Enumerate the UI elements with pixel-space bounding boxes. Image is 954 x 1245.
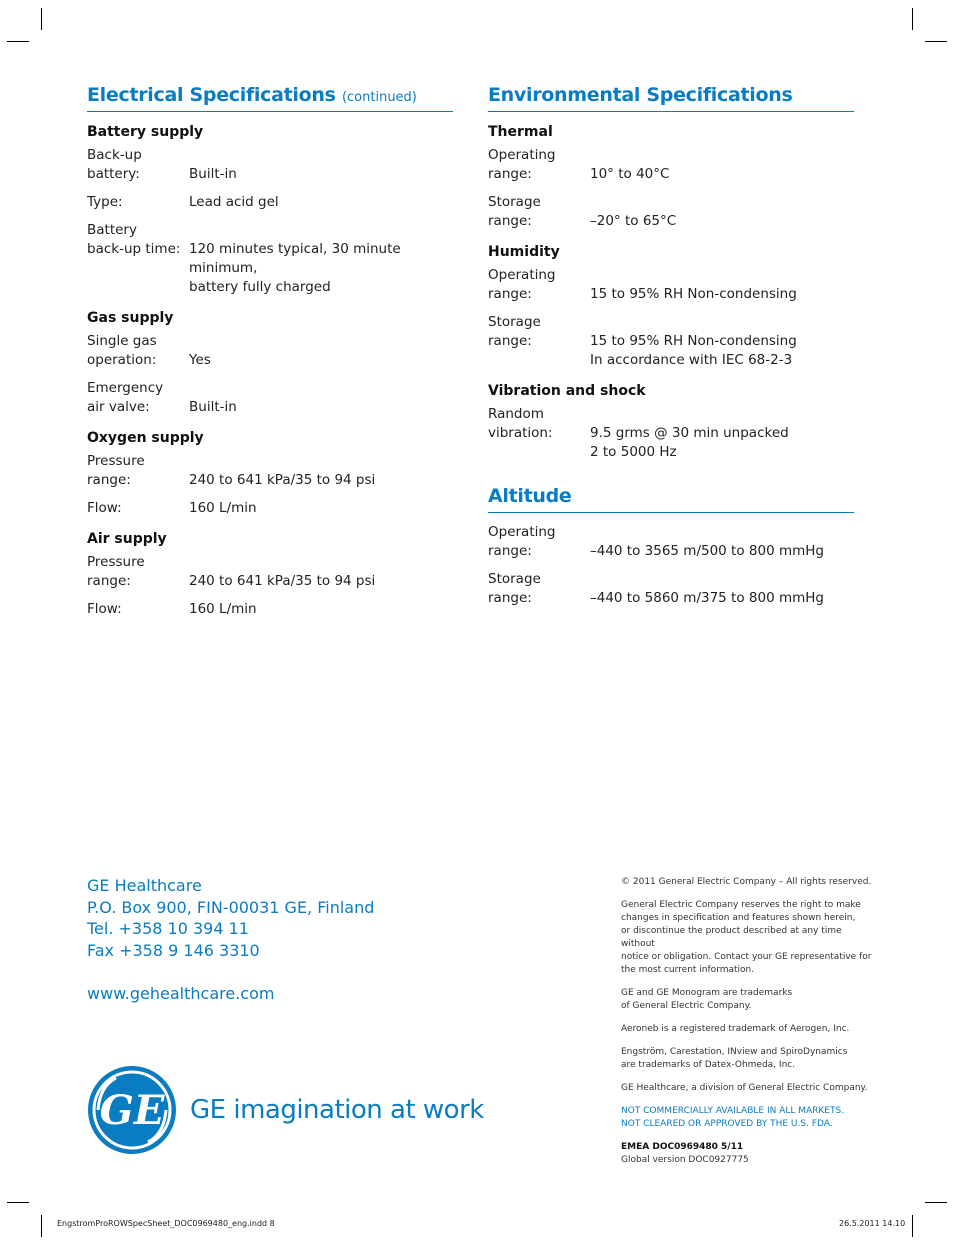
spec-row	[87, 379, 453, 417]
environmental-column	[488, 84, 854, 617]
file-slug: EngstromProROWSpecSheet_DOC0969480_eng.indd 8	[57, 1219, 275, 1228]
label-line: range:	[488, 333, 532, 349]
address: P.O. Box 900, FIN-00031 GE, Finland	[87, 897, 375, 917]
crop-mark	[925, 41, 947, 42]
division-notice: GE Healthcare, a division of General Electric Company.	[621, 1083, 868, 1093]
altitude-section	[488, 523, 854, 608]
label-line: Back-up	[87, 147, 142, 163]
spec-row	[488, 523, 854, 561]
legal-line: notice or obligation. Contact your GE representative for	[621, 952, 872, 962]
value-line: –20° to 65°C	[590, 213, 677, 229]
label-line: battery:	[87, 166, 140, 182]
air-section	[87, 527, 453, 619]
trademark-engstrom	[621, 1046, 873, 1072]
value-line: –440 to 3565 m/500 to 800 mmHg	[590, 543, 824, 559]
company-name: GE Healthcare	[87, 876, 202, 895]
label-line: operation:	[87, 352, 157, 368]
crop-mark	[925, 1202, 947, 1203]
spec-row	[87, 332, 453, 370]
label-line: Pressure	[87, 554, 145, 570]
electrical-title-text: Electrical Specifications	[87, 84, 336, 106]
value-line: Yes	[189, 352, 211, 368]
crop-mark	[7, 41, 29, 42]
spec-label: Flow:	[87, 500, 122, 516]
label-line: Storage	[488, 314, 541, 330]
date-slug: 26.5.2011 14.10	[839, 1219, 906, 1228]
label-line: air valve:	[87, 399, 150, 415]
label-line: Storage	[488, 571, 541, 587]
spec-row	[87, 221, 453, 297]
contact-block	[87, 875, 374, 1005]
copyright: © 2011 General Electric Company – All rights reserved.	[621, 877, 872, 887]
legal-line: are trademarks of Datex-Ohmeda, Inc.	[621, 1060, 796, 1070]
tagline: GE imagination at work	[190, 1095, 484, 1125]
legal-line: of General Electric Company.	[621, 1001, 752, 1011]
spec-label	[87, 332, 189, 370]
spec-row	[87, 553, 453, 591]
spec-value	[590, 570, 854, 608]
fax: Fax +358 9 146 3310	[87, 941, 260, 961]
thermal-section	[488, 120, 854, 231]
continued-label: (continued)	[341, 90, 417, 105]
legal-line: GE and GE Monogram are trademarks	[621, 988, 793, 998]
spec-label	[488, 146, 590, 184]
label-line: range:	[488, 166, 532, 182]
spec-row	[488, 405, 854, 462]
electrical-column	[87, 84, 453, 628]
spec-value	[590, 405, 854, 462]
value-line: battery fully charged	[189, 279, 331, 295]
label-line: range:	[488, 213, 532, 229]
spec-value	[590, 313, 854, 370]
spec-label	[488, 405, 590, 462]
monogram-text: GE	[99, 1087, 165, 1134]
spec-row	[488, 193, 854, 231]
label-line: vibration:	[488, 425, 553, 441]
spec-value	[590, 523, 854, 561]
label-line: range:	[87, 573, 131, 589]
spec-value: Lead acid gel	[189, 194, 279, 210]
label-line: Operating	[488, 524, 556, 540]
spec-label	[87, 553, 189, 591]
label-line: Single gas	[87, 333, 157, 349]
spec-row	[87, 452, 453, 490]
battery-heading: Battery supply	[87, 124, 204, 140]
label-line: Storage	[488, 194, 541, 210]
label-line: Operating	[488, 147, 556, 163]
spec-label	[488, 313, 590, 370]
spec-value	[189, 553, 453, 591]
vibration-section	[488, 379, 854, 462]
value-line: Built-in	[189, 399, 237, 415]
spec-label	[488, 570, 590, 608]
spec-label: Type:	[87, 194, 123, 210]
legal-block	[621, 876, 873, 1177]
spec-value	[189, 146, 453, 184]
spec-row	[488, 570, 854, 608]
air-heading: Air supply	[87, 531, 167, 547]
spec-value: 160 L/min	[189, 500, 257, 516]
label-line: range:	[488, 543, 532, 559]
label-line: Random	[488, 406, 544, 422]
value-line: 15 to 95% RH Non-condensing	[590, 333, 797, 349]
humidity-section	[488, 240, 854, 370]
spec-label	[87, 379, 189, 417]
trademark-ge	[621, 987, 873, 1013]
spec-value	[189, 221, 453, 297]
legal-line: or discontinue the product described at any time without	[621, 926, 842, 949]
gas-section	[87, 306, 453, 417]
legal-line: NOT COMMERCIALLY AVAILABLE IN ALL MARKETS.	[621, 1106, 845, 1116]
global-version: Global version DOC0927775	[621, 1155, 749, 1165]
spec-row	[488, 146, 854, 184]
spec-value	[590, 266, 854, 304]
trademark-aeroneb: Aeroneb is a registered trademark of Aerogen, Inc.	[621, 1024, 850, 1034]
battery-section	[87, 120, 453, 297]
label-line: Operating	[488, 267, 556, 283]
telephone: Tel. +358 10 394 11	[87, 919, 249, 939]
environmental-title: Environmental Specifications	[488, 84, 854, 112]
legal-line: changes in specification and features shown herein,	[621, 913, 856, 923]
legal-line: NOT CLEARED OR APPROVED BY THE U.S. FDA.	[621, 1119, 833, 1129]
doc-number: EMEA DOC0969480 5/11	[621, 1142, 744, 1152]
spec-value	[590, 146, 854, 184]
spec-label	[87, 146, 189, 184]
thermal-heading: Thermal	[488, 124, 553, 140]
label-line: back-up time:	[87, 241, 181, 257]
crop-mark	[41, 8, 42, 30]
gas-heading: Gas supply	[87, 310, 174, 326]
document-id	[621, 1141, 873, 1167]
spec-row	[87, 499, 453, 518]
spec-label	[87, 221, 189, 297]
value-line: 2 to 5000 Hz	[590, 444, 677, 460]
value-line: 120 minutes typical, 30 minute minimum,	[189, 241, 401, 276]
reserve-notice	[621, 899, 873, 977]
spec-row	[87, 600, 453, 619]
electrical-title	[87, 84, 453, 112]
crop-mark	[7, 1202, 29, 1203]
spec-row	[87, 146, 453, 184]
label-line: Emergency	[87, 380, 164, 396]
label-line: Pressure	[87, 453, 145, 469]
spec-label	[488, 193, 590, 231]
spec-row	[488, 266, 854, 304]
value-line: 240 to 641 kPa/35 to 94 psi	[189, 472, 376, 488]
value-line: Built-in	[189, 166, 237, 182]
value-line: 9.5 grms @ 30 min unpacked	[590, 425, 789, 441]
ge-monogram-icon	[86, 1064, 178, 1156]
value-line: 15 to 95% RH Non-condensing	[590, 286, 797, 302]
spec-label	[488, 523, 590, 561]
label-line: range:	[488, 590, 532, 606]
crop-mark	[912, 8, 913, 30]
spec-label	[87, 452, 189, 490]
oxygen-heading: Oxygen supply	[87, 430, 204, 446]
spec-label	[488, 266, 590, 304]
spec-row	[87, 193, 453, 212]
brand-logo	[86, 1064, 484, 1156]
crop-mark	[912, 1215, 913, 1237]
legal-line: the most current information.	[621, 965, 755, 975]
value-line: 10° to 40°C	[590, 166, 670, 182]
label-line: Battery	[87, 222, 137, 238]
label-line: range:	[87, 472, 131, 488]
value-line: 240 to 641 kPa/35 to 94 psi	[189, 573, 376, 589]
spec-value	[189, 379, 453, 417]
oxygen-section	[87, 426, 453, 518]
spec-value	[189, 452, 453, 490]
label-line: range:	[488, 286, 532, 302]
crop-mark	[41, 1215, 42, 1237]
legal-line: Engström, Carestation, INview and SpiroDynamics	[621, 1047, 848, 1057]
spec-value	[189, 332, 453, 370]
altitude-title: Altitude	[488, 485, 854, 513]
spec-value	[590, 193, 854, 231]
regulatory-notice	[621, 1105, 873, 1131]
legal-line: General Electric Company reserves the right to make	[621, 900, 861, 910]
website-link[interactable]: www.gehealthcare.com	[87, 983, 275, 1003]
spec-row	[488, 313, 854, 370]
spec-label: Flow:	[87, 601, 122, 617]
value-line: –440 to 5860 m/375 to 800 mmHg	[590, 590, 824, 606]
value-line: In accordance with IEC 68-2-3	[590, 352, 793, 368]
vibration-heading: Vibration and shock	[488, 383, 646, 399]
humidity-heading: Humidity	[488, 244, 560, 260]
spec-value: 160 L/min	[189, 601, 257, 617]
